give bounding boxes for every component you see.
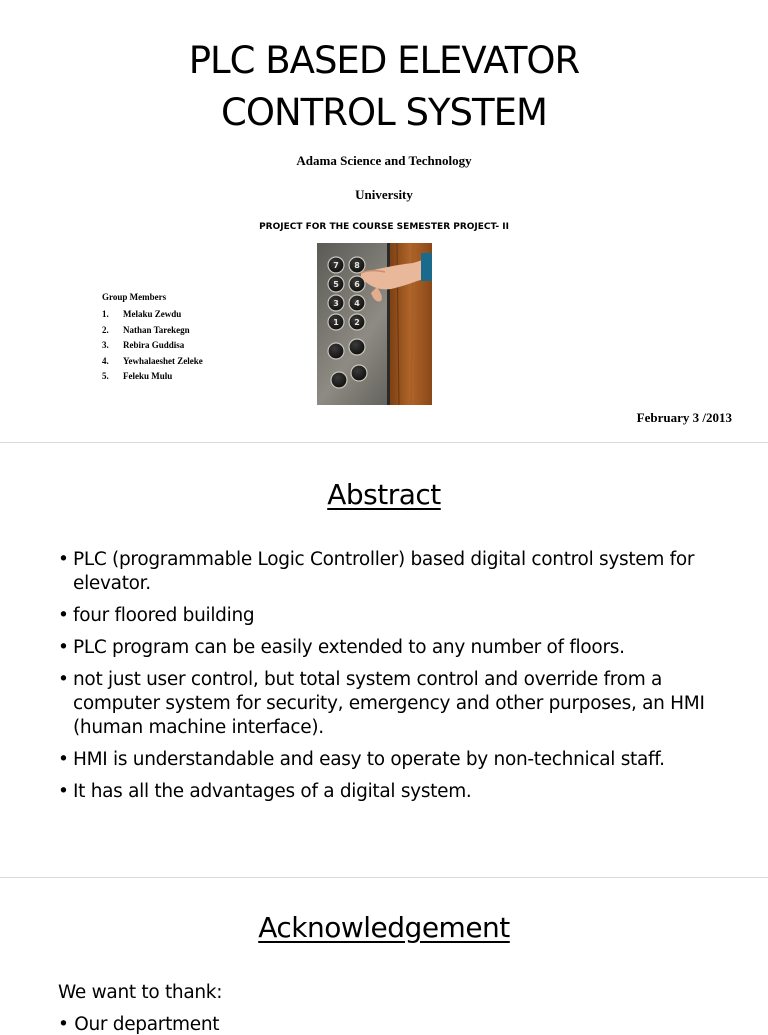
abstract-bullet: • PLC program can be easily extended to any number of floors.: [58, 636, 728, 660]
member-name: Rebira Guddisa: [123, 340, 185, 350]
member-name: Yewhalaeshet Zeleke: [123, 355, 203, 366]
acknowledgement-bullet: • Our department: [58, 1014, 220, 1035]
abstract-bullets: [58, 548, 728, 812]
member-number: 1.: [102, 309, 109, 319]
member-item: [102, 338, 203, 354]
svg-text:4: 4: [354, 299, 360, 308]
course-title: PROJECT FOR THE COURSE SEMESTER PROJECT- II: [259, 222, 509, 232]
title-line-2: CONTROL SYSTEM: [221, 91, 547, 134]
acknowledgement-bullet-text: Our department: [74, 1014, 220, 1035]
svg-text:8: 8: [354, 261, 360, 270]
institution-line-1: Adama Science and Technology: [296, 153, 472, 168]
svg-text:1: 1: [333, 318, 339, 327]
abstract-bullet: • four floored building: [58, 604, 728, 628]
abstract-slide: [0, 443, 768, 877]
svg-text:6: 6: [354, 280, 360, 289]
title-line-1: PLC BASED ELEVATOR: [188, 39, 580, 82]
acknowledgement-heading: Acknowledgement: [258, 911, 510, 944]
institution-line-2: University: [355, 187, 413, 202]
member-name: Feleku Mulu: [123, 371, 173, 381]
abstract-bullet: • PLC (programmable Logic Controller) based digital control system for elevator.: [58, 548, 728, 596]
member-number: 5.: [102, 371, 109, 381]
member-item: [102, 354, 203, 370]
member-item: [102, 307, 203, 323]
abstract-bullet: • HMI is understandable and easy to operate by non-technical staff.: [58, 748, 728, 772]
svg-text:3: 3: [333, 299, 339, 308]
member-item: [102, 369, 203, 385]
svg-text:5: 5: [333, 280, 339, 289]
acknowledgement-slide: [0, 878, 768, 1035]
title-slide: [0, 0, 768, 442]
member-number: 2.: [102, 324, 109, 335]
thanks-intro: We want to thank:: [58, 982, 223, 1003]
member-number: 4.: [102, 355, 109, 366]
abstract-bullet: • not just user control, but total system control and override from a computer system for security, emergency and other purposes, an HMI (human machine interface).: [58, 668, 728, 740]
presentation-date: February 3 /2013: [636, 410, 732, 425]
svg-text:7: 7: [333, 261, 339, 270]
member-name: Melaku Zewdu: [123, 309, 182, 319]
abstract-heading: Abstract: [327, 478, 441, 511]
member-name: Nathan Tarekegn: [123, 324, 190, 335]
member-item: [102, 323, 203, 339]
elevator-keypad-photo: [317, 243, 432, 405]
group-members: [102, 292, 203, 385]
group-members-header: Group Members: [102, 292, 167, 302]
member-number: 3.: [102, 340, 109, 350]
svg-text:2: 2: [354, 318, 360, 327]
member-list: [102, 307, 203, 385]
abstract-bullet: • It has all the advantages of a digital system.: [58, 780, 728, 804]
